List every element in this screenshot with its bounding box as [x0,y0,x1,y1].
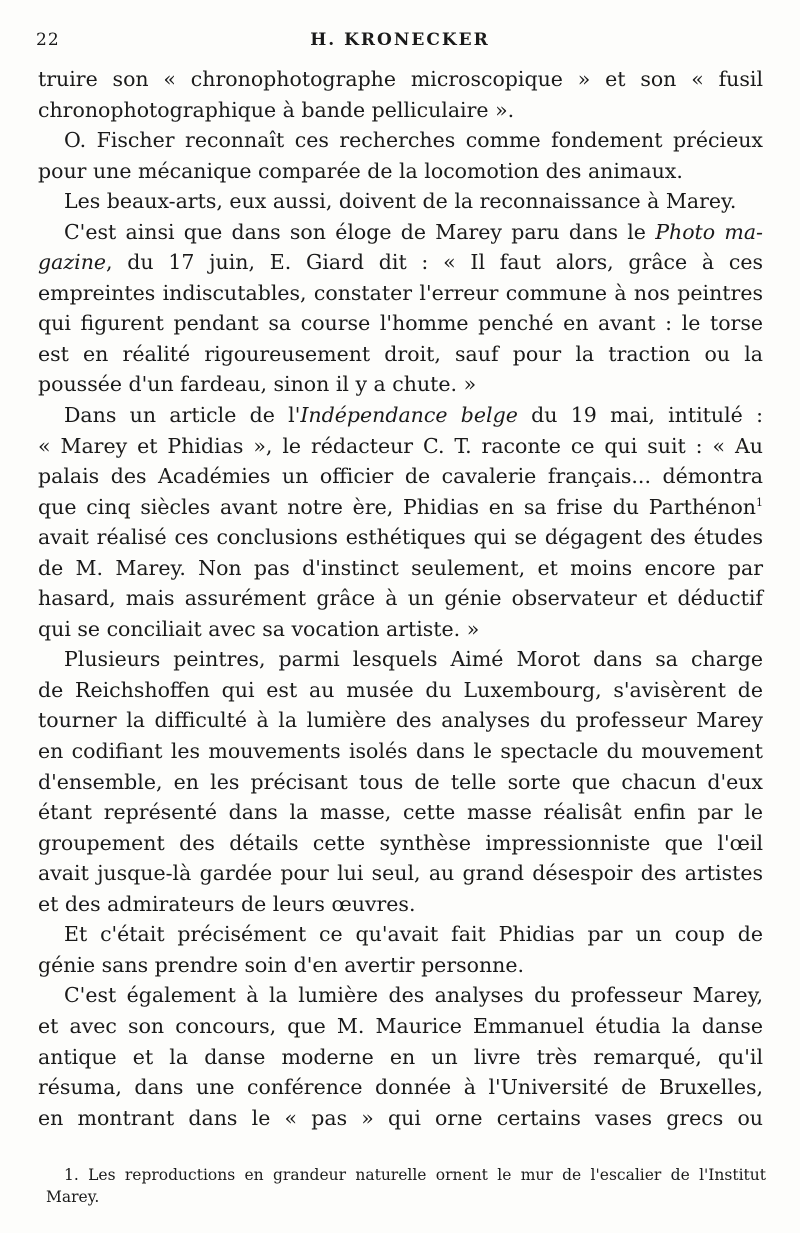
text-line: résuma, dans une conférence donnée à l'Université de Bruxelles, [38,1075,763,1100]
footnote-number: 1. [64,1166,79,1184]
text-line: pour une mécanique comparée de la locomotion des animaux. [38,158,683,183]
page-number: 22 [36,30,60,50]
periodical-title: Photo ma- [655,219,763,244]
text-segment: que cinq siècles avant notre ère, Phidias en sa frise du Parthénon [38,494,756,519]
text-line: de M. Marey. Non pas d'instinct seulement, et moins encore par [38,555,763,580]
running-head: H. KRONECKER [310,30,490,50]
footnote [46,1164,766,1208]
footnote-line [46,1164,766,1186]
text-line: hasard, mais assurément grâce à un génie observateur et déductif [38,586,763,611]
text-line: qui figurent pendant sa course l'homme penché en avant : le torse [38,311,763,336]
text-line: avait jusque-là gardée pour lui seul, au grand désespoir des artistes [38,861,763,886]
text-line: palais des Académies un officier de cavalerie français... démontra [38,464,763,489]
text-line: C'est également à la lumière des analyses du professeur Marey, [64,983,763,1008]
text-line: Plusieurs peintres, parmi lesquels Aimé Morot dans sa charge [64,647,763,672]
body-text [38,64,763,1133]
text-line: Et c'était précisément ce qu'avait fait Phidias par un coup de [64,922,763,947]
text-segment: Dans un article de l' [64,403,301,428]
footnote-line: Marey. [46,1188,100,1206]
text-line [38,217,763,248]
text-segment: du 19 mai, intitulé : [517,403,763,428]
text-line: d'ensemble, en les précisant tous de telle sorte que chacun d'eux [38,769,763,794]
text-line: O. Fischer reconnaît ces recherches comme fondement précieux [64,128,763,153]
text-line [38,400,763,431]
text-line: et des admirateurs de leurs œuvres. [38,891,416,916]
text-line: chronophotographique à bande pelliculaire ». [38,97,515,122]
text-line: qui se conciliait avec sa vocation artiste. » [38,616,480,641]
text-line: et avec son concours, que M. Maurice Emmanuel étudia la danse [38,1013,763,1038]
periodical-title: Indépendance belge [300,403,518,428]
text-line: tourner la difficulté à la lumière des analyses du professeur Marey [38,708,763,733]
text-line: génie sans prendre soin d'en avertir personne. [38,952,525,977]
text-line: empreintes indiscutables, constater l'erreur commune à nos peintres [38,280,763,305]
text-line: « Marey et Phidias », le rédacteur C. T. raconte ce qui suit : « Au [38,433,763,458]
text-line: est en réalité rigoureusement droit, sauf pour la traction ou la [38,341,763,366]
text-line: poussée d'un fardeau, sinon il y a chute. » [38,372,477,397]
text-segment: , du 17 juin, E. Giard dit : « Il faut alors, grâce à ces [106,250,763,275]
text-line: avait réalisé ces conclusions esthétiques qui se dégagent des études [38,525,763,550]
footnote-text: Les reproductions en grandeur naturelle ornent le mur de l'escalier de l'Institut [78,1166,766,1184]
text-line: groupement des détails cette synthèse impressionniste que l'œil [38,830,763,855]
text-line [38,492,763,523]
text-line [38,247,763,278]
page-header [36,30,764,54]
text-line: truire son « chronophotographe microscopique » et son « fusil [38,67,763,91]
text-line: Les beaux-arts, eux aussi, doivent de la reconnaissance à Marey. [64,189,737,214]
periodical-title: gazine [38,250,107,275]
footnote-marker: 1 [756,495,763,509]
text-line: de Reichshoffen qui est au musée du Luxembourg, s'avisèrent de [38,677,763,702]
text-line: antique et la danse moderne en un livre très remarqué, qu'il [38,1044,763,1069]
text-line: en montrant dans le « pas » qui orne certains vases grecs ou [38,1105,763,1130]
text-segment: C'est ainsi que dans son éloge de Marey paru dans le [64,219,656,244]
text-line: étant représenté dans la masse, cette masse réalisât enfin par le [38,800,763,825]
text-line: en codifiant les mouvements isolés dans le spectacle du mouvement [38,739,763,764]
